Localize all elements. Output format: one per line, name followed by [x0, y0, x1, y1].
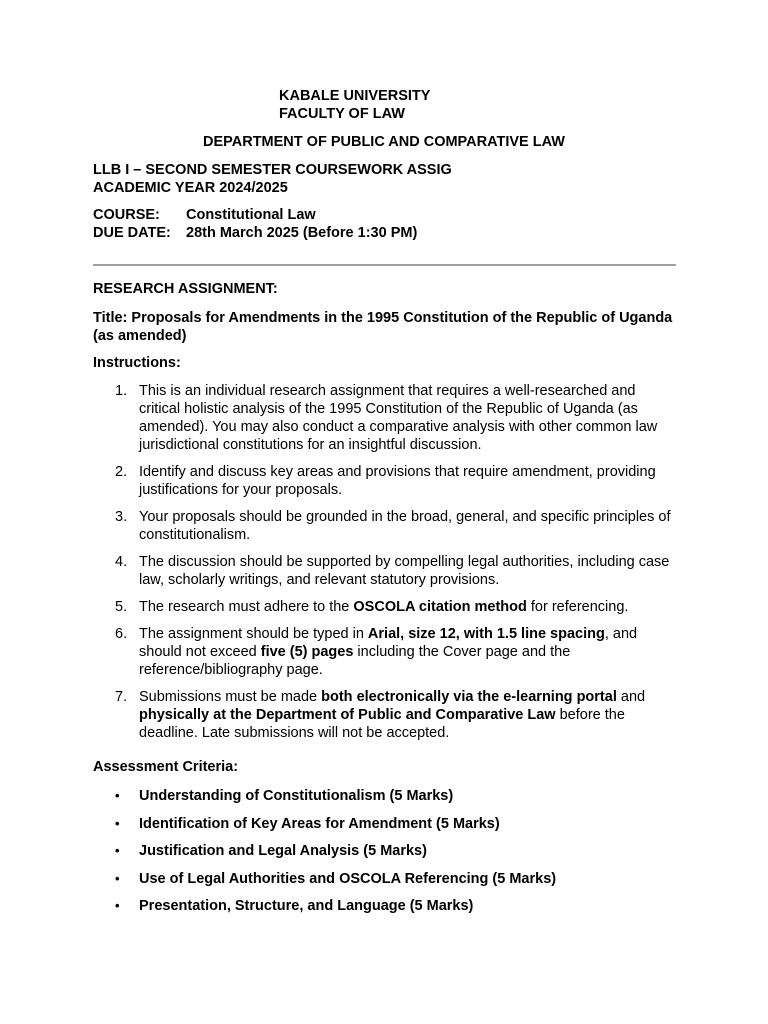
- criteria-heading: Assessment Criteria:: [93, 759, 239, 775]
- criteria-text: Presentation, Structure, and Language (5 Marks): [139, 898, 474, 914]
- department-name: DEPARTMENT OF PUBLIC AND COMPARATIVE LAW: [203, 134, 565, 150]
- item-text: Identify and discuss key areas and provisions that require amendment, providing justifications for your proposals.: [139, 464, 656, 498]
- text-run: and: [616, 689, 646, 705]
- text-run: before the deadline. Late submissions will not be accepted.: [139, 707, 625, 741]
- bullet-icon: •: [115, 788, 120, 803]
- course-row: [93, 206, 417, 224]
- assignment-title: Title: Proposals for Amendments in the 1995 Constitution of the Republic of Uganda (as amended): [93, 310, 673, 344]
- item-text: The discussion should be supported by compelling legal authorities, including case law, scholarly writings, and relevant statutory provisions.: [139, 554, 670, 588]
- item-text: [139, 688, 673, 742]
- due-date-value: 28th March 2025 (Before 1:30 PM): [186, 225, 418, 241]
- criteria-item: [93, 897, 673, 915]
- bullet-icon: •: [115, 843, 120, 858]
- bold-text: OSCOLA citation method: [353, 599, 527, 615]
- item-text: [139, 598, 673, 616]
- criteria-item: [93, 870, 673, 888]
- header-block: [279, 87, 430, 123]
- academic-year: ACADEMIC YEAR 2024/2025: [93, 180, 288, 196]
- semester-line: LLB I – SECOND SEMESTER COURSEWORK ASSIG: [93, 162, 452, 178]
- item-number: 1.: [115, 383, 128, 399]
- instructions-heading: Instructions:: [93, 355, 181, 371]
- item-number: 5.: [115, 599, 128, 615]
- due-date-label: DUE DATE:: [93, 225, 171, 241]
- criteria-item: [93, 842, 673, 860]
- text-run: for referencing.: [526, 599, 629, 615]
- university-name: KABALE UNIVERSITY: [279, 88, 431, 104]
- criteria-text: Understanding of Constitutionalism (5 Marks): [139, 788, 454, 804]
- item-number: 2.: [115, 464, 128, 480]
- item-text: Your proposals should be grounded in the broad, general, and specific principles of constitutionalism.: [139, 509, 671, 543]
- criteria-text: Identification of Key Areas for Amendment (5 Marks): [139, 815, 500, 832]
- horizontal-divider: [93, 264, 676, 266]
- criteria-text: Use of Legal Authorities and OSCOLA Referencing (5 Marks): [139, 870, 557, 887]
- course-label: COURSE:: [93, 207, 160, 223]
- text-run: Submissions must be made: [139, 689, 322, 705]
- item-number: 6.: [115, 626, 128, 642]
- text-run: The assignment should be typed in: [139, 626, 368, 642]
- instruction-item: [93, 508, 673, 544]
- bold-text: Arial, size 12, with 1.5 line spacing: [367, 626, 605, 642]
- course-info: [93, 206, 417, 242]
- bold-text: both electronically via the e-learning portal: [321, 689, 617, 705]
- text-run: The research must adhere to the: [139, 599, 354, 615]
- instructions-list: [93, 382, 673, 751]
- item-text: [139, 625, 673, 679]
- bullet-icon: •: [115, 815, 120, 831]
- faculty-name: FACULTY OF LAW: [279, 106, 405, 122]
- text-run: , and should not exceed: [139, 626, 638, 660]
- course-value: Constitutional Law: [186, 207, 316, 223]
- due-date-row: [93, 224, 417, 242]
- criteria-item: [93, 815, 673, 833]
- item-text: This is an individual research assignment that requires a well-researched and critical holistic analysis of the 1995 Constitution of the Republic of Uganda (as amended). You may also conduct a comparative analysis with other common law jurisdictional constitutions for an insightful discussion.: [139, 383, 658, 453]
- item-number: 4.: [115, 554, 128, 570]
- instruction-item: [93, 625, 673, 679]
- assignment-heading: RESEARCH ASSIGNMENT:: [93, 281, 278, 297]
- instruction-item: [93, 463, 673, 499]
- item-number: 7.: [115, 689, 128, 705]
- instruction-item: [93, 382, 673, 454]
- semester-block: [93, 161, 452, 197]
- criteria-item: [93, 787, 673, 805]
- criteria-text: Justification and Legal Analysis (5 Marks): [139, 843, 427, 859]
- item-number: 3.: [115, 509, 128, 525]
- instruction-item: [93, 553, 673, 589]
- instruction-item: [93, 688, 673, 742]
- criteria-list: [93, 787, 673, 925]
- text-run: including the Cover page and the reference/bibliography page.: [139, 644, 571, 678]
- bullet-icon: •: [115, 898, 120, 913]
- instruction-item: [93, 598, 673, 616]
- bullet-icon: •: [115, 870, 120, 886]
- bold-text: physically at the Department of Public and Comparative Law: [139, 707, 556, 723]
- bold-text: five (5) pages: [260, 644, 354, 660]
